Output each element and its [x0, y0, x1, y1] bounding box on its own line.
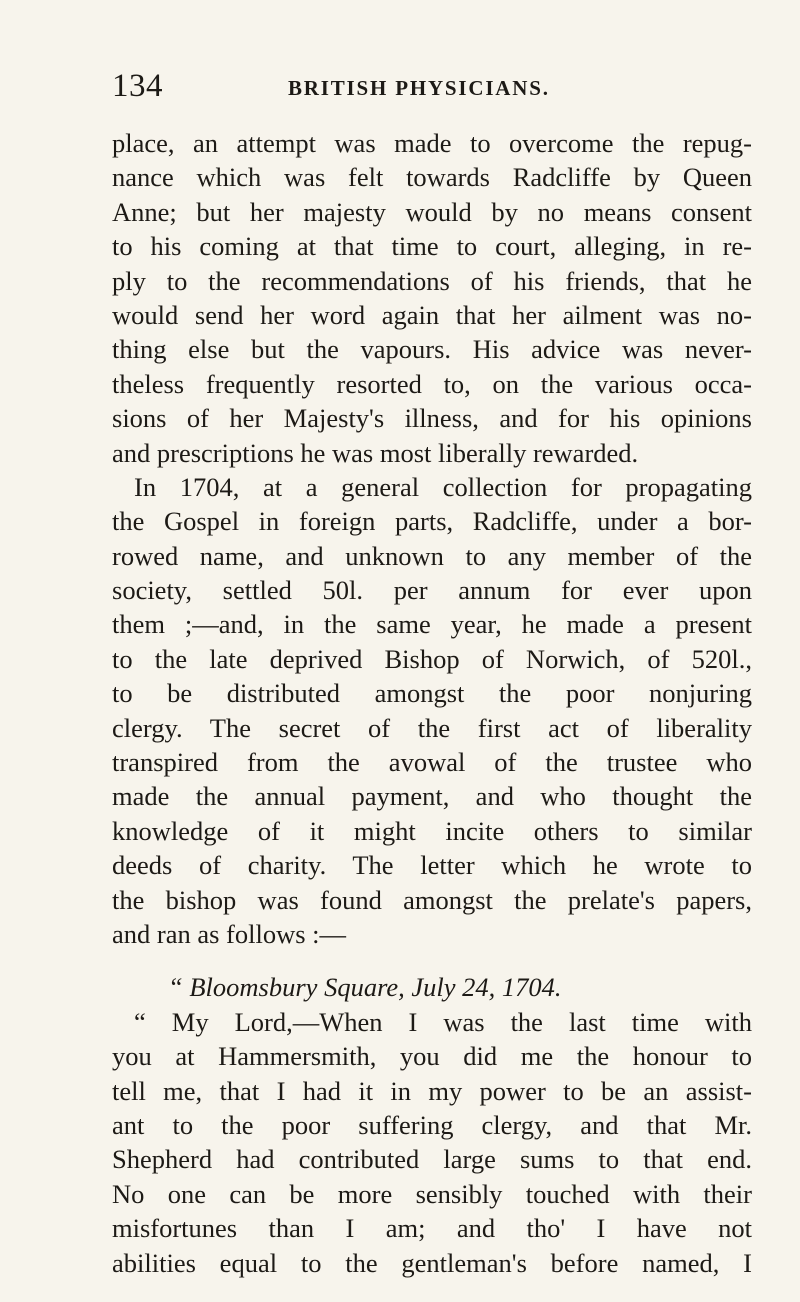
text-line: them ;—and, in the same year, he made a present: [112, 609, 752, 640]
letter: [112, 970, 752, 1280]
text-line: clergy. The secret of the first act of liberality: [112, 712, 752, 743]
text-line: sions of her Majesty's illness, and for his opinions: [112, 403, 752, 434]
text-line: and prescriptions he was most liberally rewarded.: [112, 437, 639, 468]
spacer: [112, 951, 752, 970]
text-line: Anne; but her majesty would by no means consent: [112, 196, 752, 227]
text-line: to the late deprived Bishop of Norwich, of 520l.,: [112, 643, 752, 674]
text-line: nance which was felt towards Radcliffe by Queen: [112, 162, 752, 193]
letter-line: tell me, that I had it in my power to be an assist-: [112, 1075, 752, 1106]
page-number: 134: [112, 68, 163, 104]
text-line: society, settled 50l. per annum for ever upon: [112, 575, 752, 606]
text-line: the bishop was found amongst the prelate's papers,: [112, 884, 752, 915]
text-line: to be distributed amongst the poor nonjuring: [112, 678, 752, 709]
text-line: would send her word again that her ailment was no-: [112, 299, 752, 330]
text-line: thing else but the vapours. His advice was never-: [112, 334, 752, 365]
text-line: made the annual payment, and who thought the: [112, 781, 752, 812]
letter-line: No one can be more sensibly touched with their: [112, 1178, 752, 1209]
text-line: place, an attempt was made to overcome the repug-: [112, 128, 752, 158]
letter-line: misfortunes than I am; and tho' I have not: [112, 1213, 752, 1244]
letter-line: ant to the poor suffering clergy, and that Mr.: [112, 1109, 752, 1140]
running-title: BRITISH PHYSICIANS.: [288, 76, 550, 100]
text-line: and ran as follows :—: [112, 918, 347, 949]
text-line: rowed name, and unknown to any member of the: [112, 540, 752, 571]
body-text: [112, 126, 752, 1280]
text-line: ply to the recommendations of his friends, that he: [112, 265, 752, 296]
letter-dateline: [112, 970, 752, 1004]
dateline-text: “ Bloomsbury Square, July 24, 1704.: [168, 972, 562, 1003]
text-line: the Gospel in foreign parts, Radcliffe, under a bor-: [112, 506, 752, 537]
letter-line: “ My Lord,—When I was the last time with: [134, 1006, 752, 1037]
letter-line: you at Hammersmith, you did me the honour to: [112, 1041, 752, 1072]
text-line: deeds of charity. The letter which he wrote to: [112, 850, 752, 881]
text-line: transpired from the avowal of the trustee who: [112, 747, 752, 778]
text-line: In 1704, at a general collection for propagating: [134, 471, 752, 502]
letter-line: abilities equal to the gentleman's before named, I: [112, 1247, 752, 1278]
paragraph-1: [112, 126, 752, 470]
text-line: to his coming at that time to court, alleging, in re-: [112, 231, 752, 262]
letter-line: Shepherd had contributed large sums to that end.: [112, 1144, 752, 1175]
page-header: [112, 66, 752, 110]
paragraph-2: [112, 470, 752, 951]
text-line: theless frequently resorted to, on the various occa-: [112, 368, 752, 399]
text-line: knowledge of it might incite others to similar: [112, 815, 752, 846]
